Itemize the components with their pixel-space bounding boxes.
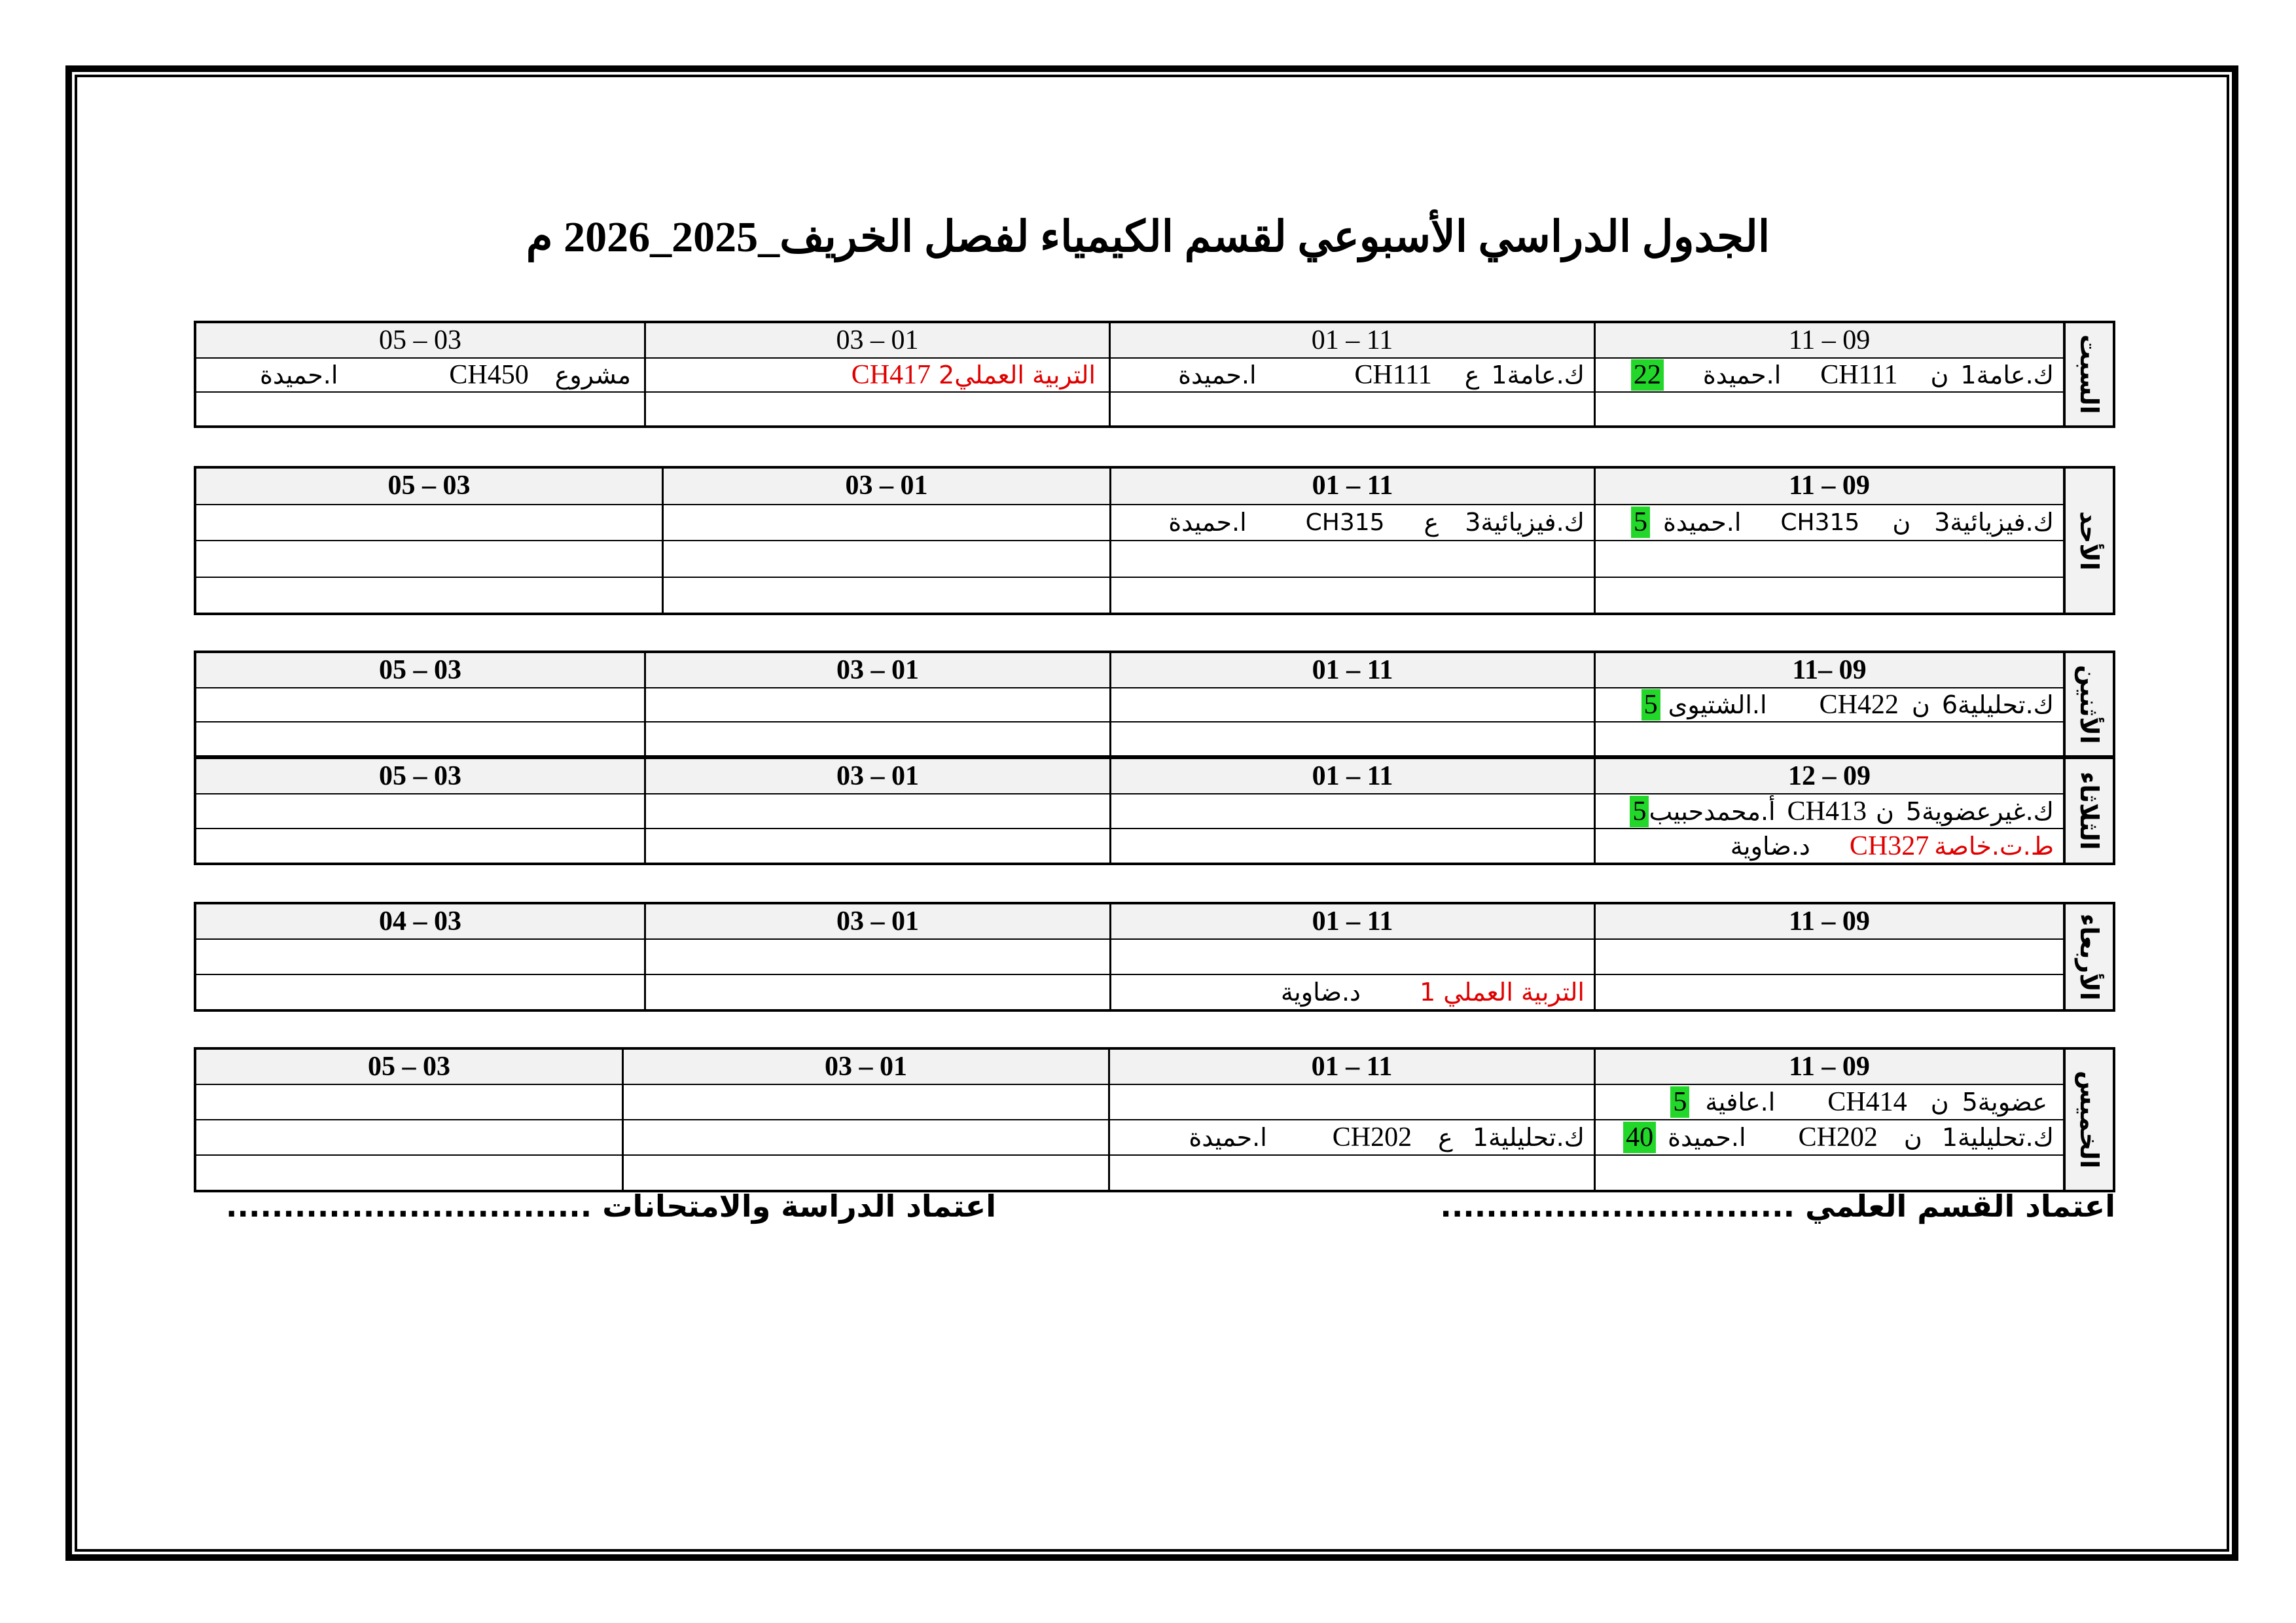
- schedule-cell: [1594, 505, 2063, 541]
- course-name: ك.غيرعضوية5: [1905, 796, 2054, 826]
- time-slot-05-03: 05 – 03: [379, 655, 461, 685]
- schedule-cell: [1594, 794, 2063, 828]
- schedule-cell: [196, 1120, 622, 1154]
- monday-row-2: [196, 721, 2063, 755]
- class-type: ن: [1930, 1088, 1949, 1116]
- tuesday-row-1: [196, 793, 2063, 828]
- schedule-cell: [1109, 794, 1594, 828]
- time-slot-01-11: 01 – 11: [1109, 653, 1594, 687]
- thursday-row-3: [196, 1154, 2063, 1190]
- teacher-name: ا.الشتيوى: [1668, 690, 1767, 719]
- course-code: CH111: [1354, 360, 1432, 390]
- teacher-name: ا.حميدة: [1702, 361, 1782, 389]
- student-count-badge: 5: [1631, 507, 1650, 538]
- course-code: CH315: [1780, 508, 1860, 536]
- time-slot-11-09: 11 – 09: [1594, 469, 2063, 504]
- schedule-cell: [1594, 688, 2063, 721]
- time-slot-11-09: 11 – 09: [1594, 904, 2063, 938]
- time-slot-03-01: 03 – 01: [662, 469, 1109, 504]
- course-code: CH202: [1798, 1122, 1878, 1152]
- teacher-name: د.ضاوية: [1280, 978, 1361, 1007]
- sunday-row-2: [196, 540, 2063, 577]
- wednesday-row-2: [196, 974, 2063, 1009]
- thursday-table: [194, 1047, 2115, 1192]
- class-entry: [1168, 505, 1585, 541]
- schedule-cell: [644, 393, 1109, 425]
- time-slot-05-03: 05 – 03: [387, 471, 471, 501]
- day-label-tuesday: الثلاثاء: [2063, 759, 2113, 863]
- student-count-badge: 5: [1670, 1086, 1689, 1118]
- monday-table: [194, 651, 2115, 758]
- class-type: ن: [1930, 361, 1949, 389]
- schedule-cell: [1108, 1156, 1594, 1190]
- schedule-cell: [644, 940, 1109, 974]
- wednesday-table: [194, 902, 2115, 1012]
- time-slot-05-03: 05 – 03: [379, 325, 461, 355]
- day-label-monday: الأثنين: [2063, 653, 2113, 755]
- time-slot-11-09: 11 – 09: [1594, 1050, 2063, 1084]
- time-slot-03-01: 03 – 01: [622, 1050, 1108, 1084]
- teacher-name: ا.حميدة: [1178, 361, 1257, 389]
- schedule-cell: [196, 1156, 622, 1190]
- tuesday-time-header: [196, 759, 2063, 793]
- class-type: ن: [1903, 1123, 1922, 1152]
- exams-approval-signature: [226, 1188, 996, 1224]
- tuesday-table: [194, 757, 2115, 865]
- course-name: ك.عامة1: [1491, 361, 1585, 389]
- day-label-wednesday: الأربعاء: [2063, 904, 2113, 1009]
- class-entry: [1631, 359, 2054, 391]
- schedule-cell: [1109, 688, 1594, 721]
- student-count-badge: 22: [1631, 359, 1664, 391]
- schedule-cell: [1594, 1156, 2063, 1190]
- teacher-name: ا.حميدة: [1168, 508, 1247, 537]
- schedule-cell: [1108, 1120, 1594, 1154]
- schedule-cell: [1109, 578, 1594, 613]
- course-name: التربية العملي 1: [1419, 978, 1585, 1007]
- schedule-cell: [662, 505, 1109, 541]
- time-slot-03-01: 03 – 01: [644, 323, 1109, 357]
- course-code: CH414: [1827, 1087, 1907, 1117]
- schedule-cell: [1594, 393, 2063, 425]
- schedule-cell: [1109, 975, 1594, 1009]
- class-entry: [1630, 794, 2054, 828]
- schedule-cell: [1109, 393, 1594, 425]
- class-entry: [1623, 1120, 2054, 1154]
- schedule-cell: [1109, 722, 1594, 755]
- schedule-cell: [1594, 940, 2063, 974]
- course-name: عضوية5: [1962, 1088, 2047, 1116]
- class-type: ن: [1875, 796, 1894, 826]
- sunday-table: [194, 466, 2115, 615]
- teacher-name: ا.حميدة: [259, 361, 338, 389]
- time-slot-03-01: 03 – 01: [644, 653, 1109, 687]
- time-slot-03-01: 03 – 01: [644, 904, 1109, 938]
- schedule-cell: [1108, 1085, 1594, 1119]
- thursday-row-1: [196, 1084, 2063, 1119]
- course-name: ك.فيزيائية3: [1934, 508, 2054, 537]
- student-count-badge: 5: [1641, 689, 1660, 721]
- schedule-cell: [644, 359, 1109, 391]
- exams-approval-label: اعتماد الدراسة والامتحانات: [602, 1188, 996, 1224]
- course-name: ك.فيزيائية3: [1465, 508, 1585, 537]
- time-slot-01-11: 01 – 11: [1109, 323, 1594, 357]
- course-code: CH422: [1819, 690, 1899, 720]
- teacher-name: ا.حميدة: [1662, 508, 1742, 537]
- schedule-cell: [196, 1085, 622, 1119]
- schedule-cell: [1594, 541, 2063, 577]
- tuesday-row-2: [196, 828, 2063, 863]
- course-code: CH450: [449, 360, 529, 390]
- time-slot-11-09: 11– 09: [1594, 653, 2063, 687]
- saturday-row-2: [196, 391, 2063, 425]
- course-name: ك.تحليلية1: [1941, 1123, 2054, 1152]
- schedule-cell: [196, 722, 644, 755]
- schedule-cell: [196, 940, 644, 974]
- class-type: ع: [1464, 361, 1480, 389]
- student-count-badge: 40: [1623, 1122, 1656, 1153]
- time-slot-11-09: 11 – 09: [1594, 323, 2063, 357]
- class-type: ن: [1892, 508, 1911, 537]
- course-code: CH111: [1820, 360, 1898, 390]
- course-name: التربية العملي2: [939, 361, 1096, 389]
- schedule-cell: [1109, 829, 1594, 863]
- time-slot-12-09: 12 – 09: [1594, 759, 2063, 793]
- course-name: ط.ت.خاصة: [1934, 831, 2054, 861]
- teacher-name: ا.حميدة: [1668, 1123, 1746, 1152]
- teacher-name: ا.حميدة: [1189, 1123, 1267, 1152]
- class-type: ع: [1424, 508, 1439, 537]
- schedule-cell: [644, 975, 1109, 1009]
- teacher-name: ا.عافية: [1705, 1088, 1776, 1116]
- schedule-cell: [196, 975, 644, 1009]
- schedule-cell: [622, 1085, 1108, 1119]
- schedule-cell: [644, 688, 1109, 721]
- course-code: CH417: [851, 360, 931, 390]
- course-name: مشروع: [554, 361, 631, 389]
- schedule-cell: [196, 505, 662, 541]
- dept-approval-label: اعتماد القسم العلمي: [1805, 1188, 2115, 1224]
- class-entry: [260, 359, 631, 391]
- schedule-cell: [644, 722, 1109, 755]
- sunday-row-3: [196, 577, 2063, 613]
- time-slot-01-11: 01 – 11: [1109, 904, 1594, 938]
- monday-row-1: [196, 687, 2063, 721]
- schedule-cell: [662, 578, 1109, 613]
- schedule-cell: [1594, 578, 2063, 613]
- schedule-cell: [1594, 1120, 2063, 1154]
- saturday-table: [194, 321, 2115, 428]
- page-title: الجدول الدراسي الأسبوعي لقسم الكيمياء لفصل الخريف_2025_2026 م: [526, 213, 1770, 261]
- class-entry: [1189, 1120, 1585, 1154]
- student-count-badge: 5: [1630, 796, 1649, 827]
- saturday-time-header: [196, 323, 2063, 357]
- schedule-cell: [196, 829, 644, 863]
- wednesday-row-1: [196, 938, 2063, 974]
- sunday-row-1: [196, 504, 2063, 541]
- teacher-name: أ.محمدحبيب: [1649, 796, 1776, 826]
- schedule-cell: [1109, 940, 1594, 974]
- schedule-cell: [644, 794, 1109, 828]
- course-code: CH202: [1332, 1122, 1412, 1152]
- course-name: ك.تحليلية6: [1941, 690, 2054, 719]
- class-entry: [852, 359, 1096, 391]
- day-label-sunday: الأحد: [2063, 469, 2113, 613]
- schedule-cell: [1109, 505, 1594, 541]
- schedule-cell: [196, 578, 662, 613]
- time-slot-04-03: 04 – 03: [379, 906, 461, 936]
- time-slot-01-11: 01 – 11: [1109, 759, 1594, 793]
- course-name: ك.عامة1: [1960, 361, 2054, 389]
- schedule-cell: [622, 1120, 1108, 1154]
- dept-approval-dots: ...............................: [1440, 1188, 1795, 1224]
- time-slot-01-11: 01 – 11: [1109, 469, 1594, 504]
- thursday-time-header: [196, 1050, 2063, 1084]
- class-type: ن: [1911, 690, 1930, 719]
- schedule-cell: [1594, 722, 2063, 755]
- class-entry: [1178, 359, 1585, 391]
- course-code: CH413: [1787, 796, 1867, 827]
- course-code: CH327: [1849, 830, 1929, 861]
- class-entry: [1641, 688, 2054, 721]
- class-entry: [1670, 1085, 2047, 1119]
- schedule-cell: [644, 829, 1109, 863]
- thursday-row-2: [196, 1119, 2063, 1154]
- course-code: CH315: [1305, 508, 1385, 536]
- schedule-cell: [196, 541, 662, 577]
- saturday-row-1: [196, 357, 2063, 391]
- dept-approval-signature: [1440, 1188, 2115, 1224]
- schedule-cell: [1594, 359, 2063, 391]
- schedule-cell: [196, 393, 644, 425]
- schedule-cell: [196, 688, 644, 721]
- time-slot-05-03: 05 – 03: [368, 1052, 450, 1082]
- time-slot-05-03: 05 – 03: [379, 761, 461, 791]
- schedule-cell: [196, 359, 644, 391]
- day-label-thursday: الخميس: [2063, 1050, 2113, 1190]
- wednesday-time-header: [196, 904, 2063, 938]
- schedule-cell: [1594, 829, 2063, 863]
- schedule-cell: [622, 1156, 1108, 1190]
- schedule-cell: [1594, 975, 2063, 1009]
- schedule-cell: [1109, 541, 1594, 577]
- day-label-saturday: السبت: [2063, 323, 2113, 425]
- class-entry: [1631, 505, 2054, 541]
- schedule-cell: [662, 541, 1109, 577]
- course-name: ك.تحليلية1: [1472, 1123, 1585, 1152]
- monday-time-header: [196, 653, 2063, 687]
- schedule-cell: [1594, 1085, 2063, 1119]
- class-type: ع: [1438, 1123, 1453, 1152]
- exams-approval-dots: ................................: [226, 1188, 592, 1224]
- schedule-cell: [1109, 359, 1594, 391]
- time-slot-03-01: 03 – 01: [644, 759, 1109, 793]
- schedule-cell: [196, 794, 644, 828]
- teacher-name: د.ضاوية: [1730, 831, 1810, 861]
- sunday-time-header: [196, 469, 2063, 504]
- class-entry: [1281, 975, 1585, 1009]
- class-entry: [1731, 829, 2054, 863]
- time-slot-01-11: 01 – 11: [1108, 1050, 1594, 1084]
